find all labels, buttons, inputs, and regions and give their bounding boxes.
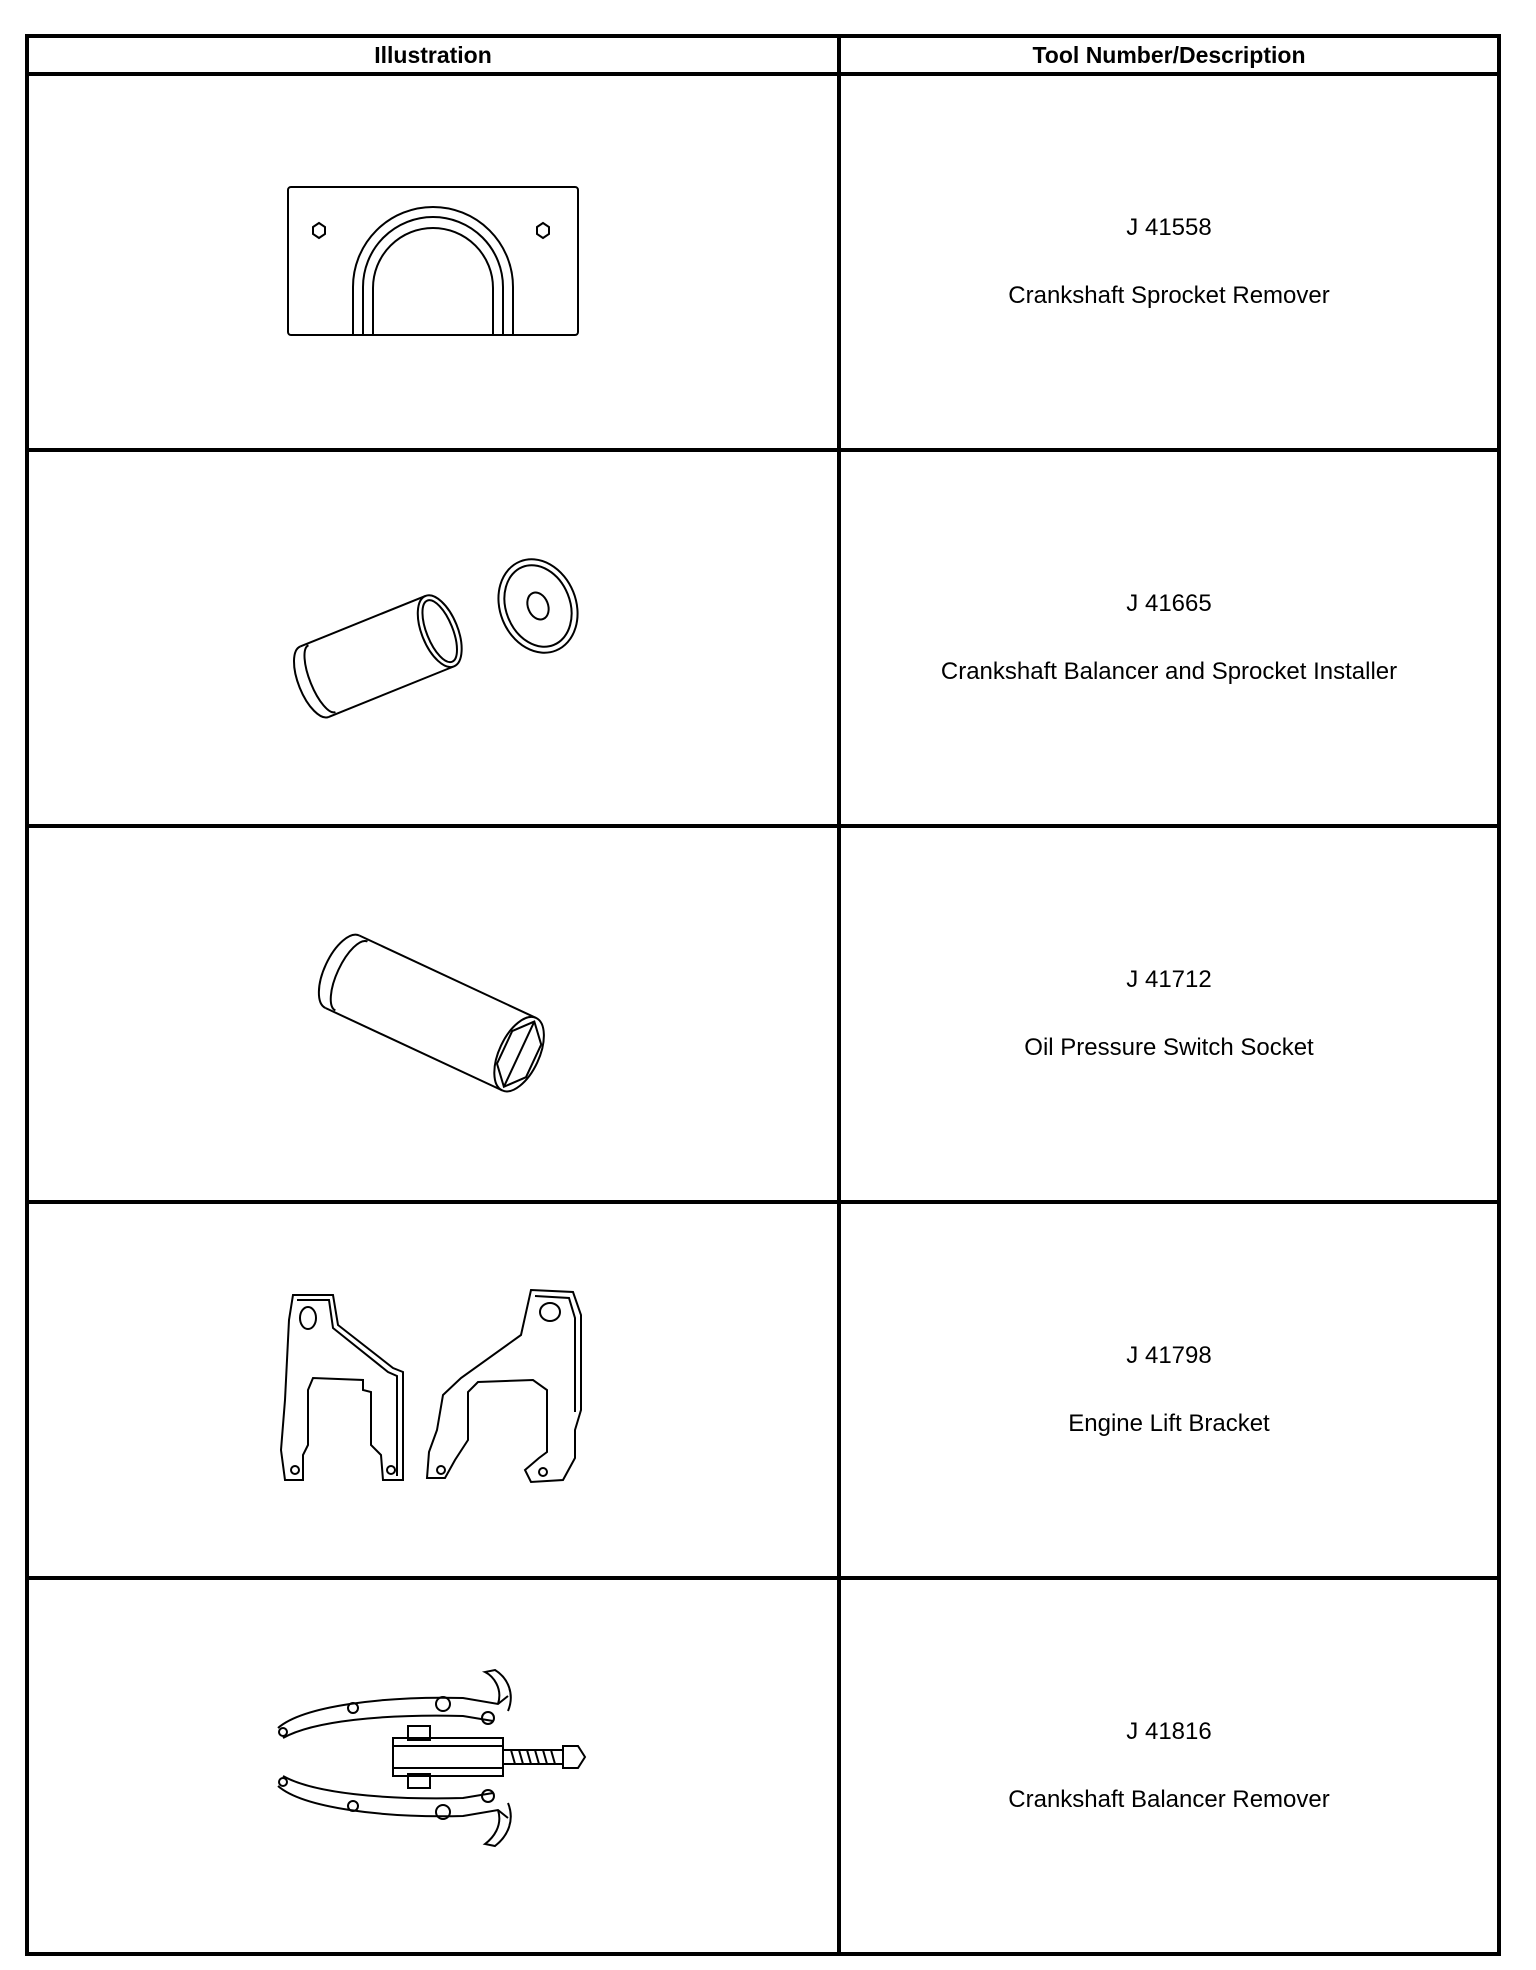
tool-description: Crankshaft Balancer and Sprocket Installer	[940, 658, 1398, 685]
tool-description-header: Tool Number/Description	[839, 36, 1499, 74]
table-row	[27, 450, 1499, 826]
illustration-cell	[27, 74, 839, 450]
tool-number: J 41816	[1126, 1718, 1212, 1745]
tool-number: J 41558	[1126, 214, 1212, 241]
tool-number: J 41798	[1126, 1342, 1212, 1369]
tool-description: Oil Pressure Switch Socket	[1024, 1034, 1314, 1061]
tool-cell	[839, 826, 1499, 1202]
sprocket-remover-plate-icon	[283, 182, 583, 342]
jaw-puller-icon	[263, 1666, 603, 1866]
hex-socket-icon	[273, 914, 593, 1114]
header-row	[27, 36, 1499, 74]
tool-cell	[839, 74, 1499, 450]
table-row	[27, 826, 1499, 1202]
table-row	[27, 1202, 1499, 1578]
illustration-cell	[27, 1578, 839, 1954]
illustration-cell	[27, 826, 839, 1202]
lift-bracket-pair-icon	[263, 1280, 603, 1500]
table-row	[27, 1578, 1499, 1954]
illustration-header: Illustration	[27, 36, 839, 74]
tool-description: Crankshaft Sprocket Remover	[1008, 282, 1330, 309]
tool-cell	[839, 450, 1499, 826]
tool-description: Engine Lift Bracket	[1068, 1410, 1270, 1437]
installer-cylinder-and-washer-icon	[268, 548, 598, 728]
table-row	[27, 74, 1499, 450]
tool-cell	[839, 1578, 1499, 1954]
tool-number: J 41665	[1126, 590, 1212, 617]
tool-cell	[839, 1202, 1499, 1578]
illustration-cell	[27, 1202, 839, 1578]
tool-number: J 41712	[1126, 966, 1212, 993]
illustration-cell	[27, 450, 839, 826]
special-tools-table	[25, 34, 1501, 1956]
tool-description: Crankshaft Balancer Remover	[1008, 1786, 1330, 1813]
